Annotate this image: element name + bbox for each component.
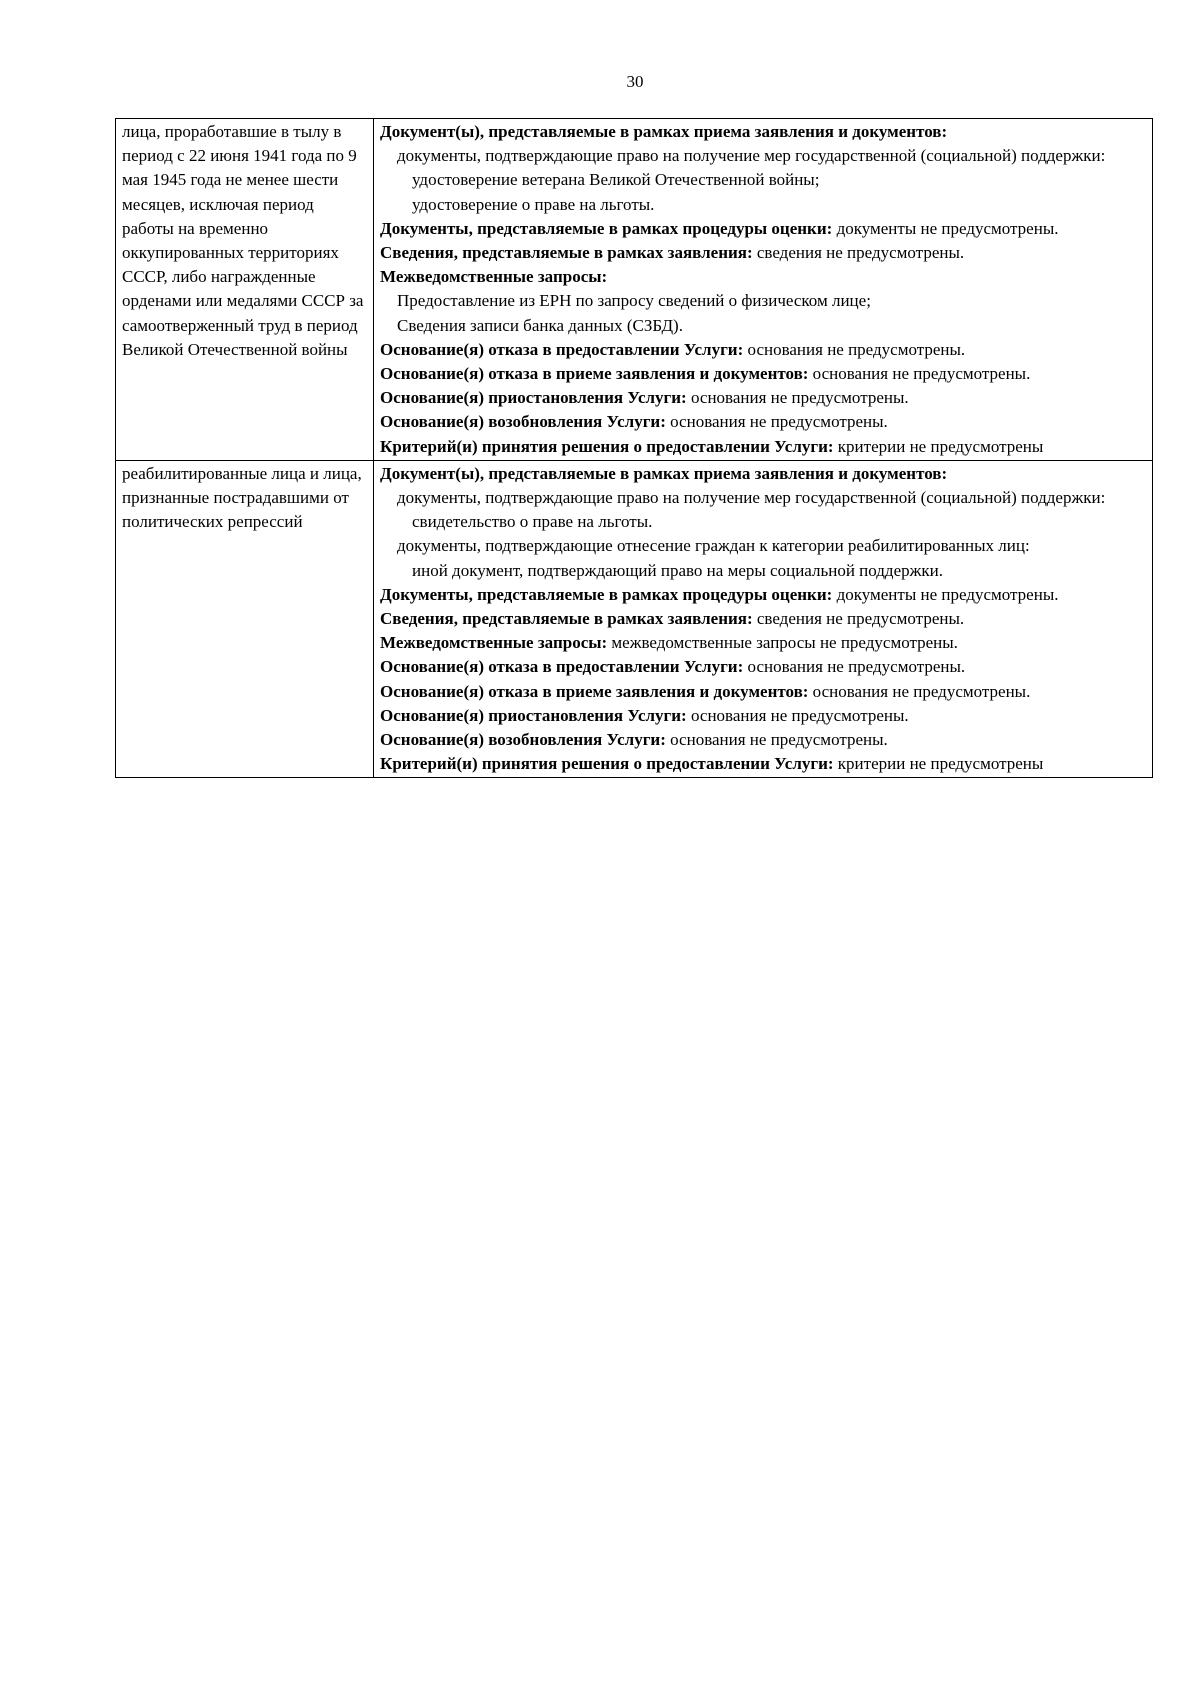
resume-text: основания не предусмотрены. bbox=[670, 412, 888, 432]
criteria-text: критерии не предусмотрены bbox=[837, 436, 1044, 456]
refuse-service-label: Основание(я) отказа в предоставлении Услуги: bbox=[380, 339, 744, 359]
docs-group: документы, подтверждающие право на получение мер государственной (социальной) поддержки: bbox=[397, 146, 1106, 166]
requirements-cell bbox=[374, 460, 1153, 778]
refuse-accept-label: Основание(я) отказа в приеме заявления и документов: bbox=[380, 364, 809, 384]
page-number: 30 bbox=[626, 72, 644, 91]
docs-item: свидетельство о праве на льготы. bbox=[412, 512, 653, 532]
info-text: сведения не предусмотрены. bbox=[756, 609, 965, 629]
eval-text: документы не предусмотрены. bbox=[836, 218, 1059, 238]
refuse-service-text: основания не предусмотрены. bbox=[747, 339, 966, 359]
docs-item: иной документ, подтверждающий право на меры социальной поддержки. bbox=[412, 560, 943, 580]
interdept-item: Сведения записи банка данных (СЗБД). bbox=[397, 315, 683, 335]
info-label: Сведения, представляемые в рамках заявления: bbox=[380, 243, 753, 263]
interdept-label: Межведомственные запросы: bbox=[380, 267, 608, 287]
criteria-text: критерии не предусмотрены bbox=[837, 754, 1044, 774]
refuse-accept-text: основания не предусмотрены. bbox=[812, 681, 1031, 701]
refuse-accept-text: основания не предусмотрены. bbox=[812, 364, 1031, 384]
resume-label: Основание(я) возобновления Услуги: bbox=[380, 412, 666, 432]
eval-text: документы не предусмотрены. bbox=[836, 584, 1059, 604]
table-row bbox=[116, 119, 1153, 461]
resume-label: Основание(я) возобновления Услуги: bbox=[380, 730, 666, 750]
suspend-label: Основание(я) приостановления Услуги: bbox=[380, 705, 687, 725]
category-cell: реабилитированные лица и лица, признанные пострадавшими от политических репрессий bbox=[116, 460, 374, 778]
requirements-cell bbox=[374, 119, 1153, 461]
refuse-accept-label: Основание(я) отказа в приеме заявления и документов: bbox=[380, 681, 809, 701]
info-text: сведения не предусмотрены. bbox=[756, 243, 965, 263]
refuse-service-label: Основание(я) отказа в предоставлении Услуги: bbox=[380, 657, 744, 677]
docs-group: документы, подтверждающие отнесение граждан к категории реабилитированных лиц: bbox=[397, 536, 1030, 556]
docs-item: удостоверение о праве на льготы. bbox=[412, 194, 655, 214]
category-cell: лица, проработавшие в тылу в период с 22 июня 1941 года по 9 мая 1945 года не менее шести месяцев, исключая период работы на временно оккупированных территориях СССР, либо награжденные орденами или медалями СССР за самоотверженный труд в период Великой Отечественной войны bbox=[116, 119, 374, 461]
interdept-item: Предоставление из ЕРН по запросу сведений о физическом лице; bbox=[397, 291, 871, 311]
refuse-service-text: основания не предусмотрены. bbox=[747, 657, 966, 677]
resume-text: основания не предусмотрены. bbox=[670, 730, 888, 750]
docs-item: удостоверение ветерана Великой Отечественной войны; bbox=[412, 170, 820, 190]
docs-heading: Документ(ы), представляемые в рамках приема заявления и документов: bbox=[380, 122, 948, 141]
criteria-label: Критерий(и) принятия решения о предоставлении Услуги: bbox=[380, 436, 834, 456]
info-label: Сведения, представляемые в рамках заявления: bbox=[380, 609, 753, 629]
interdept-text: межведомственные запросы не предусмотрены. bbox=[611, 633, 958, 653]
suspend-label: Основание(я) приостановления Услуги: bbox=[380, 388, 687, 408]
suspend-text: основания не предусмотрены. bbox=[690, 705, 909, 725]
table-row bbox=[116, 460, 1153, 778]
requirements-table bbox=[115, 118, 1153, 778]
suspend-text: основания не предусмотрены. bbox=[690, 388, 909, 408]
interdept-label: Межведомственные запросы: bbox=[380, 633, 608, 653]
eval-label: Документы, представляемые в рамках процедуры оценки: bbox=[380, 584, 833, 604]
docs-group: документы, подтверждающие право на получение мер государственной (социальной) поддержки: bbox=[397, 488, 1106, 508]
criteria-label: Критерий(и) принятия решения о предоставлении Услуги: bbox=[380, 754, 834, 774]
docs-heading: Документ(ы), представляемые в рамках приема заявления и документов: bbox=[380, 463, 948, 483]
eval-label: Документы, представляемые в рамках процедуры оценки: bbox=[380, 218, 833, 238]
